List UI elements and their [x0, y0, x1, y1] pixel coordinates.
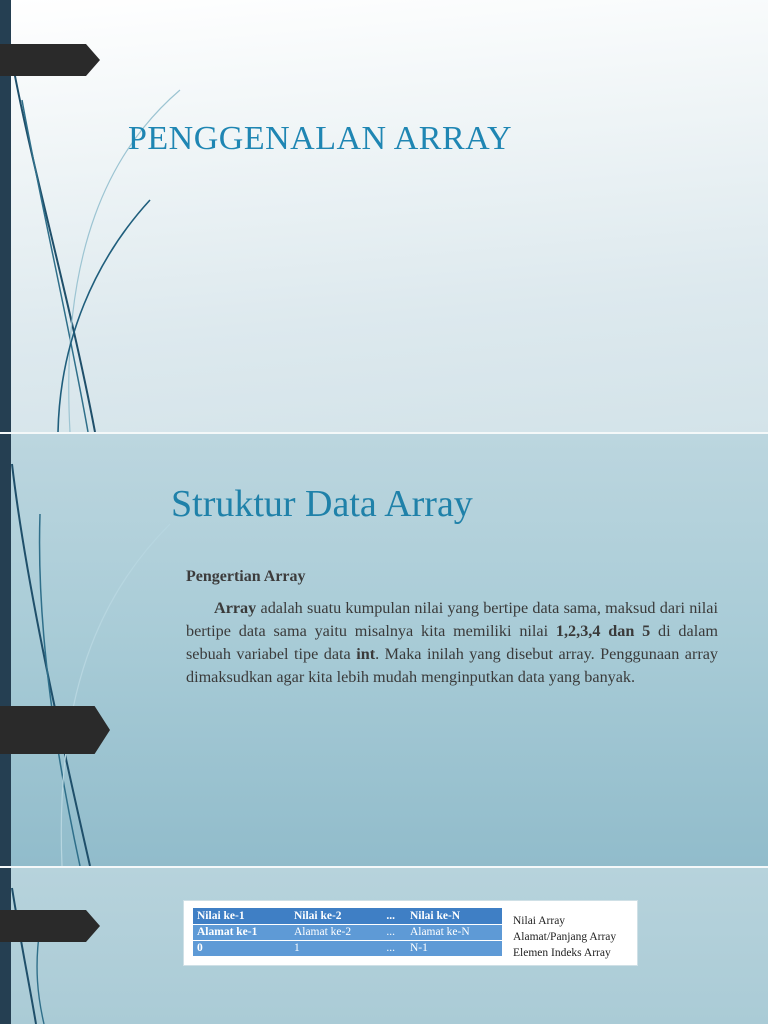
legend-item: Elemen Indeks Array — [513, 947, 611, 959]
paragraph-text: di dalam sebuah variabel tipe data — [186, 622, 718, 663]
arrow-tab — [0, 44, 100, 76]
table-cell: Nilai ke-N — [406, 908, 502, 924]
decorative-swoosh — [0, 434, 200, 866]
table-cell: Alamat ke-1 — [193, 924, 290, 940]
slide-1-title: PENGGENALAN ARRAY — [128, 120, 513, 157]
term-array: Array — [214, 599, 257, 617]
definition-paragraph — [186, 597, 718, 689]
section-heading: Pengertian Array — [186, 568, 306, 585]
decorative-swoosh — [0, 868, 120, 1024]
table-cell: ... — [382, 940, 406, 956]
arrow-tab — [0, 706, 110, 754]
table-cell: ... — [382, 908, 406, 924]
table-row — [193, 908, 502, 924]
arrow-tab — [0, 910, 100, 942]
table-cell: 0 — [193, 940, 290, 956]
table-cell: N-1 — [406, 940, 502, 956]
slide-1 — [0, 0, 768, 432]
legend-item: Nilai Array — [513, 915, 566, 927]
slide-side-bar — [0, 434, 11, 866]
array-table-panel — [183, 900, 638, 966]
example-values: 1,2,3,4 dan 5 — [555, 622, 651, 640]
table-cell: Nilai ke-1 — [193, 908, 290, 924]
table-cell: 1 — [290, 940, 382, 956]
type-int: int — [356, 645, 376, 663]
slide-2-title: Struktur Data Array — [171, 483, 473, 525]
table-cell: Alamat ke-N — [406, 924, 502, 940]
table-cell: ... — [382, 924, 406, 940]
legend-item: Alamat/Panjang Array — [513, 931, 617, 943]
table-row — [193, 924, 502, 940]
paragraph-text: . Maka inilah yang disebut array. Penggunaan array dimaksudkan agar kita lebih mudah menginputkan data yang banyak. — [186, 645, 718, 686]
table-row — [193, 940, 502, 956]
table-legend — [513, 913, 616, 961]
slide-3 — [0, 868, 768, 1024]
slide-side-bar — [0, 868, 11, 1024]
paragraph-text: adalah suatu kumpulan nilai yang bertipe data sama, maksud dari nilai bertipe data sama yaitu misalnya kita memiliki nilai — [186, 599, 718, 640]
table-cell: Alamat ke-2 — [290, 924, 382, 940]
table-cell: Nilai ke-2 — [290, 908, 382, 924]
array-table — [193, 908, 502, 956]
slide-2 — [0, 434, 768, 866]
